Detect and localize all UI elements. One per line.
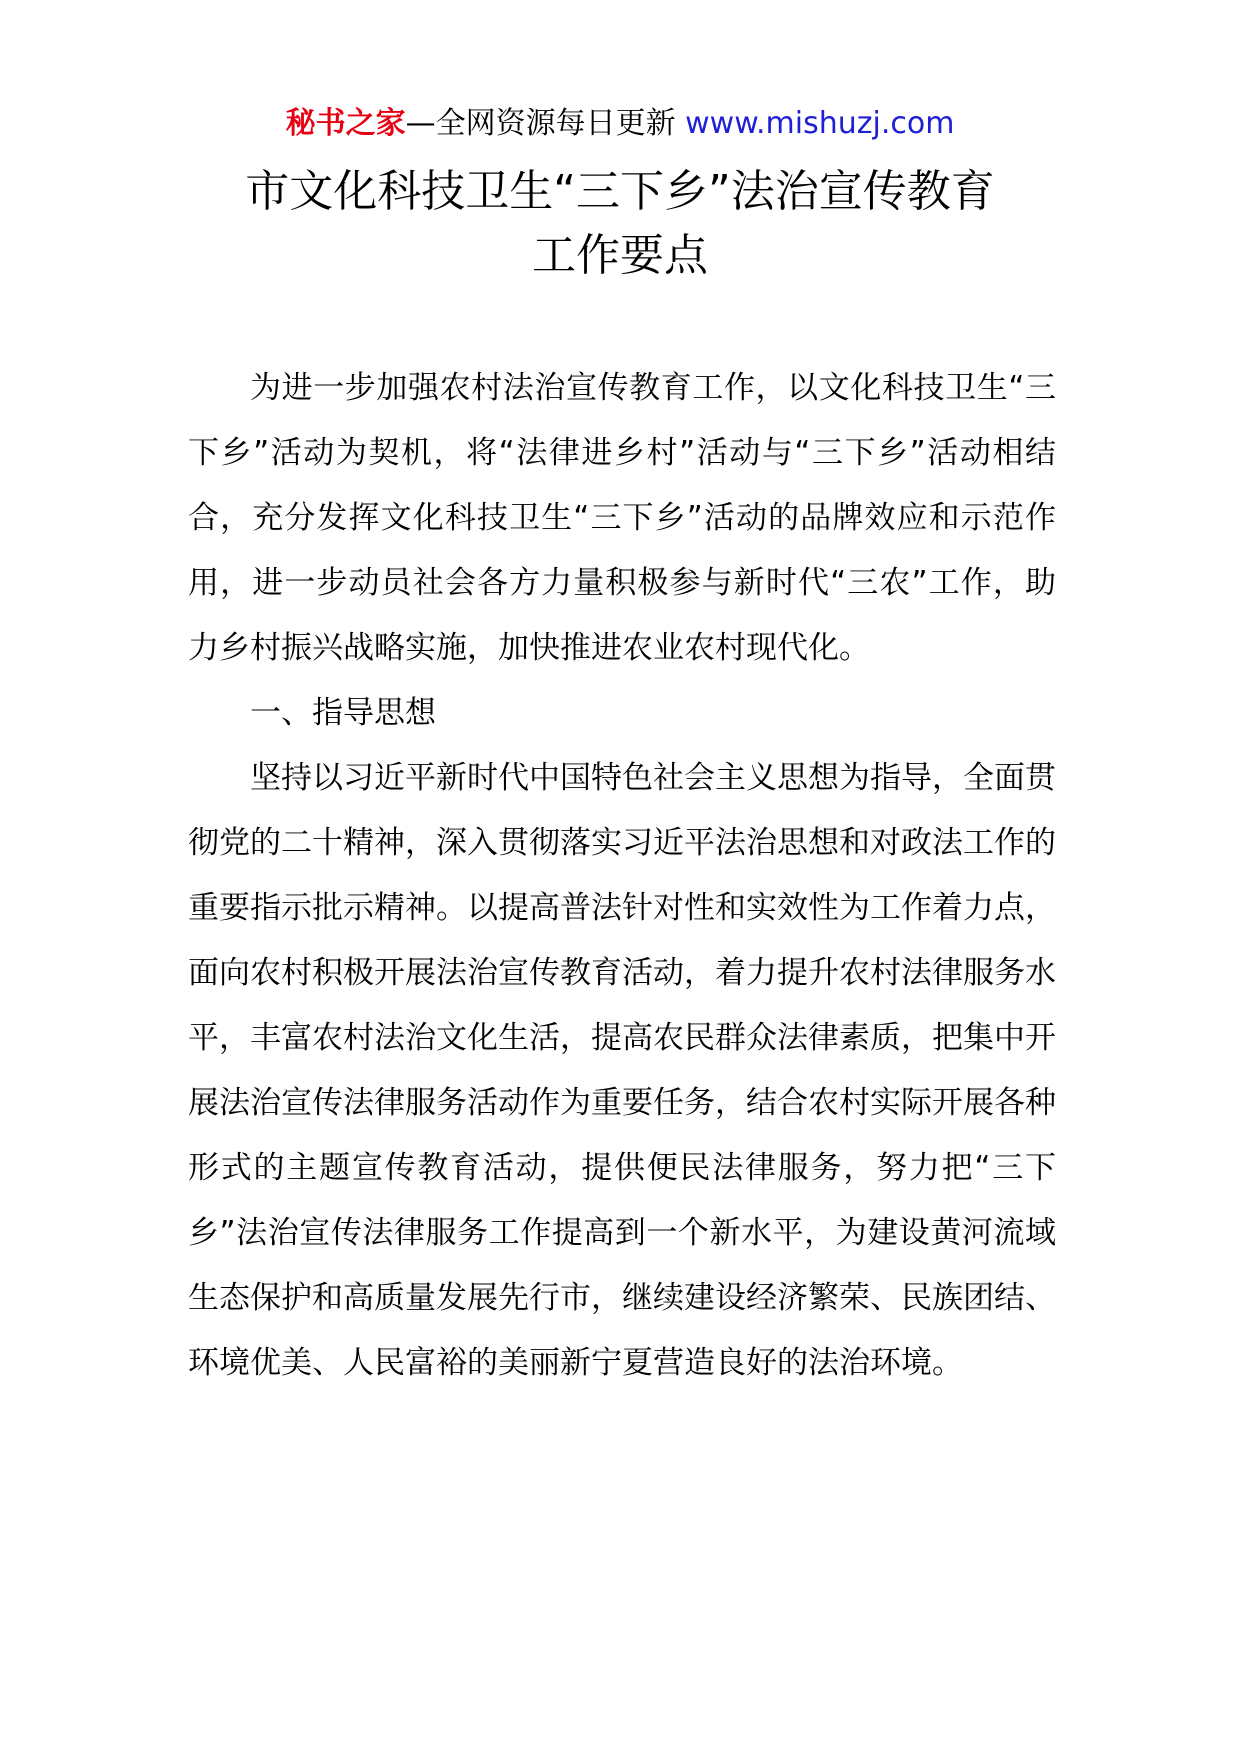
banner-url-link[interactable]: www.mishuzj.com [685, 106, 955, 141]
banner-slogan: —全网资源每日更新 [405, 106, 676, 141]
document-body [188, 356, 1056, 1396]
banner-brand: 秘书之家 [285, 106, 406, 141]
section-paragraph-guiding-ideology: 坚持以习近平新时代中国特色社会主义思想为指导，全面贯彻党的二十精神，深入贯彻落实习近平法治思想和对政法工作的重要指示批示精神。以提高普法针对性和实效性为工作着力点，面向农村积极开展法治宣传教育活动，着力提升农村法律服务水平，丰富农村法治文化生活，提高农民群众法律素质，把集中开展法治宣传法律服务活动作为重要任务，结合农村实际开展各种形式的主题宣传教育活动，提供便民法律服务，努力把“三下乡”法治宣传法律服务工作提高到一个新水平，为建设黄河流域生态保护和高质量发展先行市，继续建设经济繁荣、民族团结、环境优美、人民富裕的美丽新宁夏营造良好的法治环境。 [188, 760, 1056, 1381]
title-line-1: 市文化科技卫生“三下乡”法治宣传教育 [245, 166, 995, 217]
site-banner [0, 104, 1240, 144]
section-heading-guiding-ideology: 一、指导思想 [250, 695, 436, 731]
title-line-2: 工作要点 [532, 230, 708, 281]
intro-paragraph: 为进一步加强农村法治宣传教育工作，以文化科技卫生“三下乡”活动为契机，将“法律进乡村”活动与“三下乡”活动相结合，充分发挥文化科技卫生“三下乡”活动的品牌效应和示范作用，进一步动员社会各方力量积极参与新时代“三农”工作，助力乡村振兴战略实施，加快推进农业农村现代化。 [188, 370, 1056, 666]
document-title [150, 160, 1090, 288]
